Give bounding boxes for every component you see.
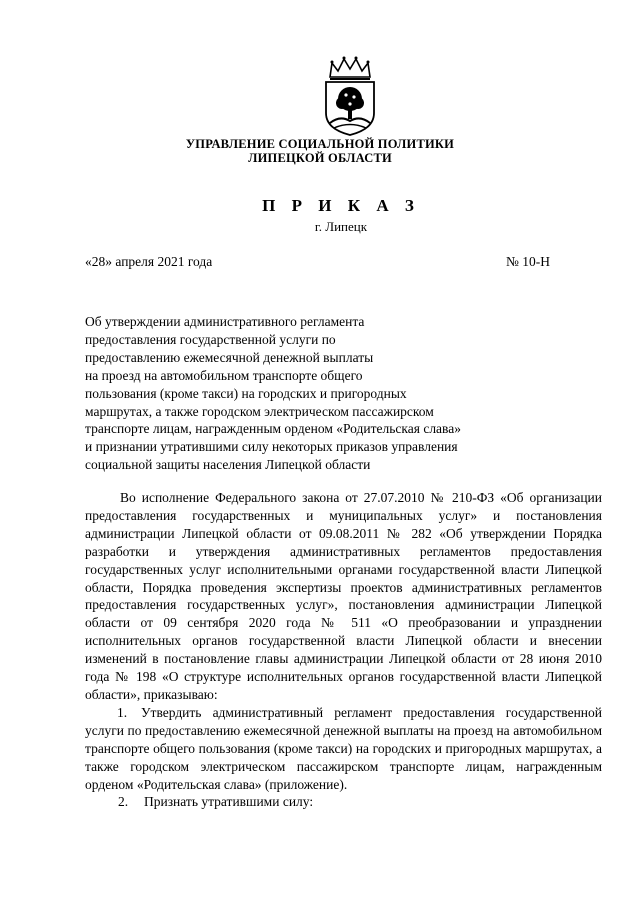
order-item-1 bbox=[85, 704, 602, 794]
item-text: Утвердить административный регламент предоставления государственной услуги по предоставлению ежемесячной денежной выплаты на проезд на автомобильном транспорте общего пользования (кроме такси) на городских и пригородных маршрутах, а также городском электрическом пассажирском транспорте лицам, награжденным орденом «Родительская слава» (приложение). bbox=[85, 704, 602, 792]
subject-line: предоставлению ежемесячной денежной выплаты bbox=[85, 349, 374, 365]
preamble-paragraph: Во исполнение Федерального закона от 27.07.2010 № 210-ФЗ «Об организации предоставления государственных и муниципальных услуг» и постановления администрации Липецкой области от 09.08.2011 № 282 «Об утверждении Порядка разработки и утверждения административных регламентов предоставления государственных услуг исполнительными органами государственной власти Липецкой области, Порядка проведения экспертизы проектов административных регламентов предоставления государственных услуг», постановления администрации Липецкой области от 09 сентября 2020 года № 511 «О преобразовании и упразднении исполнительных органов государственной власти Липецкой области и внесении изменений в постановление главы администрации Липецкой области от 28 июня 2010 года № 198 «О структуре исполнительных органов государственной власти Липецкой области», приказываю: bbox=[85, 490, 602, 702]
document-subject bbox=[85, 313, 555, 474]
coat-of-arms-icon bbox=[318, 55, 382, 137]
order-item-2 bbox=[85, 793, 602, 811]
organization-name-line2: ЛИПЕЦКОЙ ОБЛАСТИ bbox=[248, 151, 392, 165]
document-number: № 10-Н bbox=[506, 254, 551, 269]
subject-line: социальной защиты населения Липецкой области bbox=[85, 457, 371, 473]
item-number: 2. bbox=[118, 794, 129, 810]
subject-line: Об утверждении административного регламента bbox=[85, 314, 365, 329]
subject-line: предоставления государственной услуги по bbox=[85, 331, 336, 347]
item-text: Признать утратившими силу: bbox=[144, 794, 314, 810]
subject-line: маршрутах, а также городском электрическом пассажирском bbox=[85, 403, 434, 419]
document-city: г. Липецк bbox=[314, 219, 368, 234]
item-number: 1. bbox=[117, 704, 128, 720]
organization-name-line1: УПРАВЛЕНИЕ СОЦИАЛЬНОЙ ПОЛИТИКИ bbox=[185, 137, 455, 151]
document-body bbox=[85, 489, 602, 811]
document-title: П Р И К А З bbox=[262, 196, 420, 215]
subject-line: пользования (кроме такси) на городских и пригородных bbox=[85, 385, 407, 401]
subject-line: и признании утратившими силу некоторых приказов управления bbox=[85, 439, 458, 455]
subject-line: на проезд на автомобильном транспорте общего bbox=[85, 367, 363, 383]
subject-line: транспорте лицам, награжденным орденом «Родительская слава» bbox=[85, 421, 461, 437]
document-date: «28» апреля 2021 года bbox=[85, 254, 213, 269]
